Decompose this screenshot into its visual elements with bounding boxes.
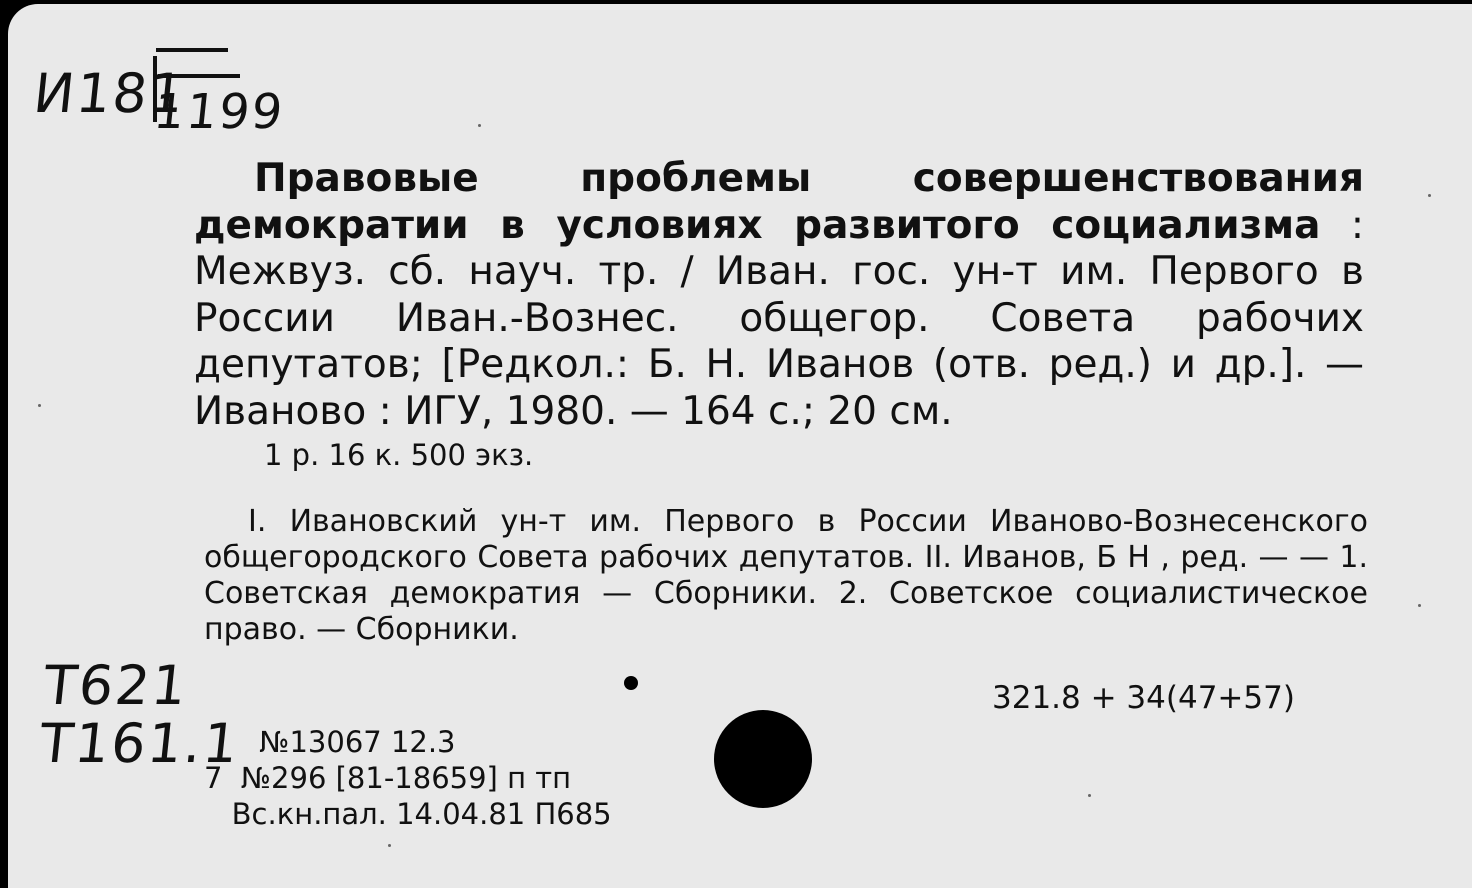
handwritten-code-2: Т161.1 (36, 712, 243, 775)
classification-index: 321.8 + 34(47+57) (992, 680, 1295, 716)
shelfmark-line (156, 48, 228, 52)
catalog-card (8, 4, 1472, 888)
book-title: Правовые проблемы совершенствования демократии в условиях развитого социализма (194, 156, 1364, 248)
tracing-notes (204, 504, 1368, 648)
price-line: 1 р. 16 к. 500 экз. (264, 438, 534, 472)
speck (388, 844, 391, 847)
bottom-line-3: Вс.кн.пал. 14.04.81 П685 (204, 797, 612, 831)
speck (478, 124, 481, 127)
speck (1088, 794, 1091, 797)
shelfmark-line1: И181 (30, 62, 189, 125)
ink-dot (624, 676, 638, 690)
speck (1418, 604, 1421, 607)
tracing-text: I. Ивановский ун-т им. Первого в России Иваново-Вознесенского общегородского Совета рабочих депутатов. II. Иванов, Б Н , ред. — — 1. Советская демократия — Сборники. 2. Советское социалистическое право. — Сборники. (204, 504, 1368, 647)
main-entry (194, 156, 1364, 435)
speck (38, 404, 41, 407)
bottom-codes (204, 724, 612, 832)
card-punch-hole (714, 710, 812, 808)
bottom-line-1: №13067 12.3 (204, 725, 456, 759)
bottom-line-2: 7 №296 [81-18659] п тп (204, 761, 572, 795)
handwritten-code-1: Т621 (40, 654, 192, 717)
shelfmark-line2: 1199 (151, 84, 288, 140)
speck (1428, 194, 1431, 197)
bibliographic-details: : Межвуз. сб. науч. тр. / Иван. гос. ун-т им. Первого в России Иван.-Вознес. общегор. Совета рабочих депутатов; [Редкол.: Б. Н. Иванов (отв. ред.) и др.]. — Иваново : ИГУ, 1980. — 164 с.; 20 см. (194, 202, 1364, 434)
